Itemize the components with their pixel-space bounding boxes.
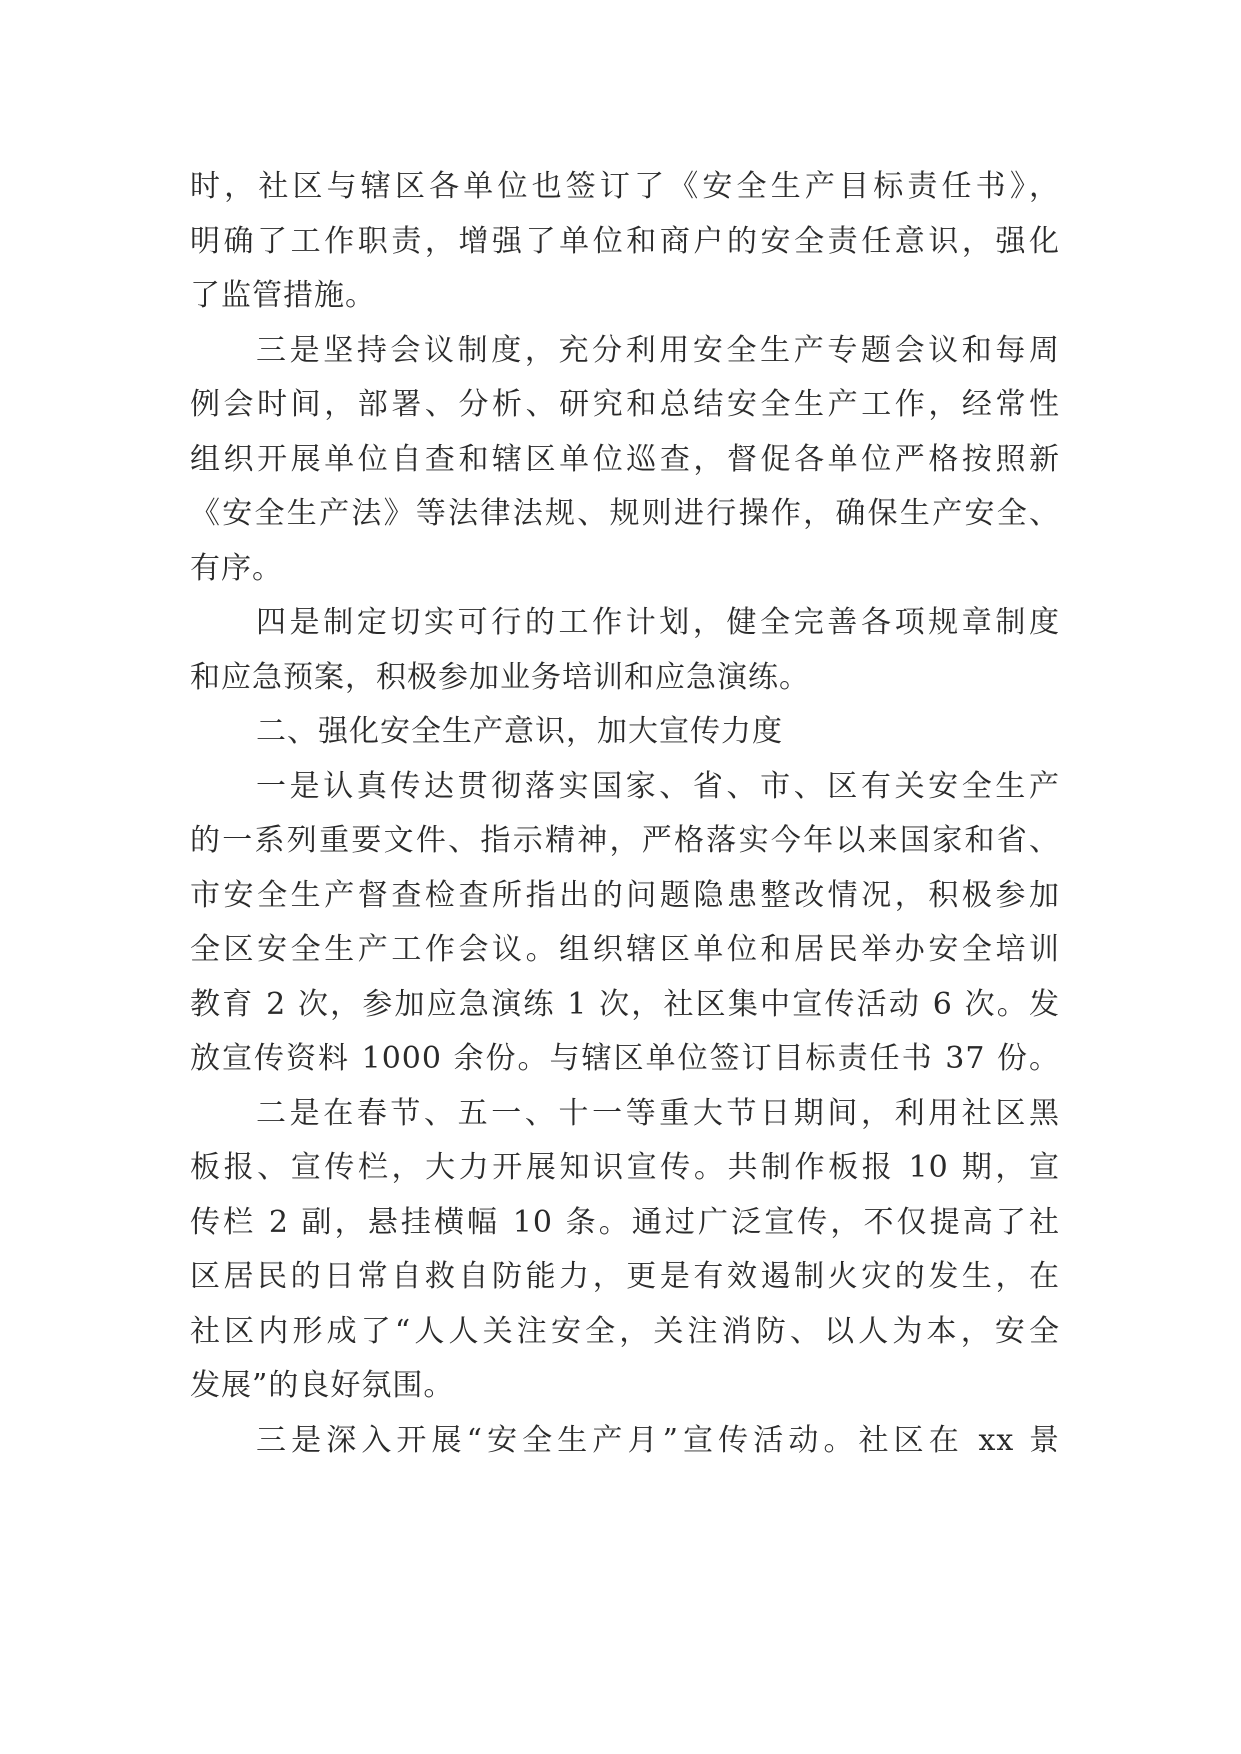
text-line: 有序。 bbox=[190, 550, 283, 586]
text-line: 例会时间，部署、分析、研究和总结安全生产工作，经常性 bbox=[190, 387, 1060, 422]
text-line: 发展”的良好氛围。 bbox=[190, 1368, 455, 1403]
text-line: 社区内形成了“人人关注安全，关注消防、以人为本，安全 bbox=[190, 1313, 1060, 1349]
text-line: 时，社区与辖区各单位也签订了《安全生产目标责任书》， bbox=[190, 169, 1060, 204]
text-line: 和应急预案，积极参加业务培训和应急演练。 bbox=[190, 659, 810, 695]
text-line: 教育 2 次，参加应急演练 1 次，社区集中宣传活动 6 次。发 bbox=[190, 986, 1060, 1022]
paragraph-start-line: 三是深入开展“安全生产月”宣传活动。社区在 xx 景 bbox=[256, 1422, 1060, 1458]
text-line: 明确了工作职责，增强了单位和商户的安全责任意识，强化 bbox=[190, 223, 1060, 259]
document-body bbox=[190, 160, 1060, 1468]
text-line: 《安全生产法》等法律法规、规则进行操作，确保生产安全、 bbox=[190, 496, 1060, 531]
text-line: 板报、宣传栏，大力开展知识宣传。共制作板报 10 期，宣 bbox=[190, 1150, 1060, 1185]
paragraph-start-line: 四是制定切实可行的工作计划，健全完善各项规章制度 bbox=[256, 605, 1060, 640]
text-line: 市安全生产督查检查所指出的问题隐患整改情况，积极参加 bbox=[190, 877, 1060, 913]
text-line: 的一系列重要文件、指示精神，严格落实今年以来国家和省、 bbox=[190, 823, 1060, 858]
text-line: 组织开展单位自查和辖区单位巡查，督促各单位严格按照新 bbox=[190, 441, 1060, 477]
section-heading: 二、强化安全生产意识，加大宣传力度 bbox=[256, 714, 783, 749]
paragraph-start-line: 三是坚持会议制度，充分利用安全生产专题会议和每周 bbox=[256, 332, 1060, 368]
text-line: 了监管措施。 bbox=[190, 278, 376, 313]
text-line: 传栏 2 副，悬挂横幅 10 条。通过广泛宣传，不仅提高了社 bbox=[190, 1204, 1060, 1240]
text-line: 全区安全生产工作会议。组织辖区单位和居民举办安全培训 bbox=[190, 932, 1060, 967]
text-line: 放宣传资料 1000 余份。与辖区单位签订目标责任书 37 份。 bbox=[190, 1041, 1060, 1076]
paragraph-start-line: 二是在春节、五一、十一等重大节日期间，利用社区黑 bbox=[256, 1095, 1060, 1131]
text-line: 区居民的日常自救自防能力，更是有效遏制火灾的发生，在 bbox=[190, 1259, 1060, 1294]
paragraph-start-line: 一是认真传达贯彻落实国家、省、市、区有关安全生产 bbox=[256, 768, 1060, 804]
